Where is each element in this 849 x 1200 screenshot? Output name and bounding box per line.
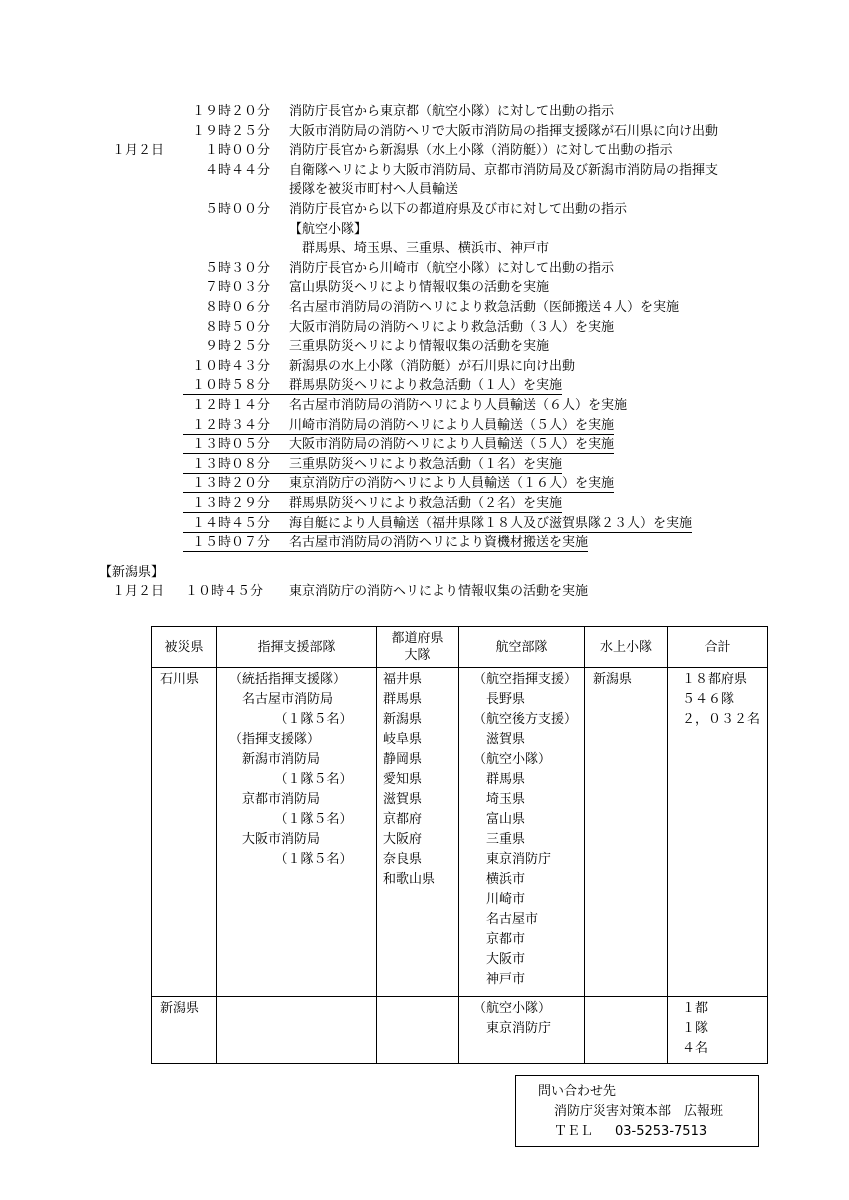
air-cell-line: （航空小隊） [473,752,552,767]
header-total: 合計 [668,627,768,668]
total-cell-line: ４名 [682,1041,709,1056]
timeline-time: ７時０３分 [204,280,270,296]
timeline-time: ５時３０分 [204,260,270,276]
timeline-row [0,298,849,317]
timeline-time: １２時３４分 [191,417,270,433]
timeline-text: 川崎市消防局の消防ヘリにより人員輸送（５人）を実施 [289,417,615,433]
timeline-row [0,278,849,297]
timeline-time: ９時２５分 [204,339,270,355]
pref-units-cell-line: 新潟県 [383,712,423,727]
timeline-text: 援隊を被災市町村へ人員輸送 [289,182,459,198]
command-cell-line: 新潟市消防局 [229,752,321,767]
timeline-row [0,102,849,121]
timeline-row [0,141,849,160]
niigata-entry-time: １０時４５分 [185,584,264,599]
command-cell-line: （１隊５名） [229,712,353,727]
pref-cell [152,997,217,1064]
air-cell-line: 京都市 [473,932,526,947]
timeline-time: １０時５８分 [191,378,270,394]
timeline-text: 群馬県防災ヘリにより救急活動（２名）を実施 [289,496,563,511]
niigata-entry-date: １月２日 [112,584,165,599]
pref-units-cell [377,668,459,997]
timeline-text: 消防庁長官から東京都（航空小隊）に対して出動の指示 [289,104,615,119]
niigata-entry-text: 東京消防庁の消防ヘリにより情報収集の活動を実施 [289,584,589,599]
timeline-row [0,220,849,239]
air-cell [459,997,585,1064]
timeline-text: 新潟県の水上小隊（消防艇）が石川県に向け出動 [289,358,576,374]
table-row [152,668,768,997]
timeline-underline-gap [270,494,289,513]
total-cell-line: ２，０３２名 [682,712,761,727]
contact-tel-line [538,1122,758,1142]
contact-tel: 03-5253-7513 [615,1124,708,1139]
timeline-time: ８時０６分 [204,300,270,315]
pref-cell [152,668,217,997]
timeline-row [0,396,849,415]
contact-tel-label: ＴＥＬ [554,1124,594,1139]
pref-units-cell [377,997,459,1064]
timeline-text: 三重県防災ヘリにより情報収集の活動を実施 [289,339,550,355]
total-cell-line: １８都府県 [682,672,748,687]
timeline-text: 群馬県、埼玉県、三重県、横浜市、神戸市 [289,241,550,257]
air-cell-line: 大阪市 [473,952,526,967]
timeline-row [0,533,849,552]
timeline-text: 【航空小隊】 [289,221,368,237]
timeline-row [0,514,849,533]
air-cell-line: 東京消防庁 [473,852,552,867]
timeline-date: １月２日 [112,143,165,159]
pref-units-cell-line: 大阪府 [383,832,423,847]
air-cell-line: 群馬県 [473,772,526,787]
timeline-row [0,318,849,337]
table-row [152,997,768,1064]
contact-box [515,1075,759,1147]
timeline-time: １５時０７分 [191,535,270,551]
timeline-time: １４時４５分 [191,515,270,531]
timeline-text: 消防庁長官から以下の都道府県及び市に対して出動の指示 [289,202,628,217]
pref-units-cell-line: 愛知県 [383,772,423,787]
deployment-summary-table [151,626,768,1064]
air-cell-line: 三重県 [473,832,526,847]
timeline-text: 消防庁長官から新潟県（水上小隊（消防艇））に対して出動の指示 [289,143,673,159]
air-cell-line: 神戸市 [473,972,526,987]
air-cell [459,668,585,997]
table-header-row [152,627,768,668]
timeline-time: １３時２９分 [191,496,270,511]
command-cell-line: （１隊５名） [229,772,353,787]
timeline-text: 名古屋市消防局の消防ヘリにより資機材搬送を実施 [289,535,589,551]
water-cell-line: 新潟県 [593,672,633,687]
command-cell [217,997,377,1064]
timeline-text: 群馬県防災ヘリにより救急活動（１人）を実施 [289,378,563,394]
command-cell-line: （１隊５名） [229,852,353,867]
contact-title: 問い合わせ先 [538,1084,617,1099]
air-cell-line: 横浜市 [473,872,526,887]
niigata-section-title: 【新潟県】 [99,565,165,580]
pref-units-cell-line: 静岡県 [383,752,423,767]
total-cell-line: １隊 [682,1021,709,1036]
timeline-underline-gap [270,533,289,552]
timeline-time: １３時０５分 [191,437,270,453]
timeline-underline-gap [270,514,289,533]
command-cell-line: （１隊５名） [229,812,353,827]
total-cell [668,997,768,1064]
timeline-time: １３時０８分 [191,456,270,472]
timeline-row [0,416,849,435]
timeline-time: ８時５０分 [204,319,270,335]
timeline-row [0,259,849,278]
timeline-text: 自衛隊ヘリにより大阪市消防局、京都市消防局及び新潟市消防局の指揮支 [289,162,719,178]
pref-units-cell-line: 京都府 [383,812,423,827]
timeline-row [0,494,849,513]
timeline-row [0,122,849,141]
timeline-text: 大阪市消防局の消防ヘリで大阪市消防局の指揮支援隊が石川県に向け出動 [289,123,719,139]
air-cell-line: 埼玉県 [473,792,526,807]
water-cell [585,668,668,997]
header-water-unit: 水上小隊 [585,627,668,668]
timeline-underline-gap [270,416,289,435]
pref-units-cell-line: 奈良県 [383,852,423,867]
header-pref-unit [377,627,459,668]
timeline-text: 大阪市消防局の消防ヘリにより人員輸送（５人）を実施 [289,437,615,453]
pref-cell-line: 石川県 [160,672,200,687]
timeline-time: ５時００分 [204,202,270,217]
command-cell [217,668,377,997]
timeline-time: １０時４３分 [191,358,270,374]
timeline-row [0,455,849,474]
header-pref-unit-text: 都道府県大隊 [391,631,444,663]
total-cell-line: ５４６隊 [682,692,735,707]
command-cell-line: 大阪市消防局 [229,832,321,847]
pref-units-cell-line: 群馬県 [383,692,423,707]
air-cell-line: 東京消防庁 [473,1021,552,1036]
air-cell-line: 富山県 [473,812,526,827]
timeline-text: 海自艇により人員輸送（福井県隊１８人及び滋賀県隊２３人）を実施 [289,515,693,531]
timeline-underline-gap [270,435,289,454]
command-cell-line: （指揮支援隊） [229,732,321,747]
timeline-text: 大阪市消防局の消防ヘリにより救急活動（３人）を実施 [289,319,615,335]
timeline-time: １９時２０分 [191,104,270,119]
timeline-time: １時００分 [204,143,270,159]
air-cell-line: 名古屋市 [473,912,539,927]
timeline-text: 東京消防庁の消防ヘリにより人員輸送（１６人）を実施 [289,476,615,492]
timeline-row [0,161,849,180]
air-cell-line: 長野県 [473,692,526,707]
timeline-row [0,200,849,219]
command-cell-line: （統括指揮支援隊） [229,672,347,687]
timeline-text: 消防庁長官から川崎市（航空小隊）に対して出動の指示 [289,260,615,276]
header-air-unit: 航空部隊 [459,627,585,668]
air-cell-line: （航空後方支援） [473,712,578,727]
timeline-underline-gap [270,455,289,474]
total-cell-line: １都 [682,1001,709,1016]
pref-units-cell-line: 福井県 [383,672,423,687]
command-cell-line: 名古屋市消防局 [229,692,334,707]
timeline-row [0,357,849,376]
air-cell-line: （航空小隊） [473,1001,552,1016]
timeline-row [0,376,849,395]
timeline-row [0,474,849,493]
total-cell [668,668,768,997]
timeline-time: １９時２５分 [191,123,270,139]
air-cell-line: （航空指揮支援） [473,672,578,687]
pref-units-cell-line: 和歌山県 [383,872,436,887]
timeline-underline-gap [270,376,289,395]
pref-units-cell-line: 岐阜県 [383,732,423,747]
timeline-time: １３時２０分 [191,476,270,492]
timeline-row [0,180,849,199]
timeline-text: 富山県防災ヘリにより情報収集の活動を実施 [289,280,550,296]
pref-units-cell-line: 滋賀県 [383,792,423,807]
timeline-row [0,239,849,258]
timeline-text: 三重県防災ヘリにより救急活動（１名）を実施 [289,456,563,472]
timeline-text: 名古屋市消防局の消防ヘリにより救急活動（医師搬送４人）を実施 [289,300,680,315]
timeline-row [0,337,849,356]
air-cell-line: 滋賀県 [473,732,526,747]
timeline-time: ４時４４分 [204,162,270,178]
air-cell-line: 川崎市 [473,892,526,907]
timeline-row [0,435,849,454]
pref-cell-line: 新潟県 [160,1001,200,1016]
command-cell-line: 京都市消防局 [229,792,321,807]
timeline-underline [183,551,588,552]
timeline-underline-gap [270,474,289,493]
contact-org: 消防庁災害対策本部 広報班 [554,1104,724,1119]
timeline-time: １２時１４分 [191,398,270,413]
header-command-support: 指揮支援部隊 [217,627,377,668]
header-affected-pref: 被災県 [152,627,217,668]
water-cell [585,997,668,1064]
timeline-text: 名古屋市消防局の消防ヘリにより人員輸送（６人）を実施 [289,398,628,413]
